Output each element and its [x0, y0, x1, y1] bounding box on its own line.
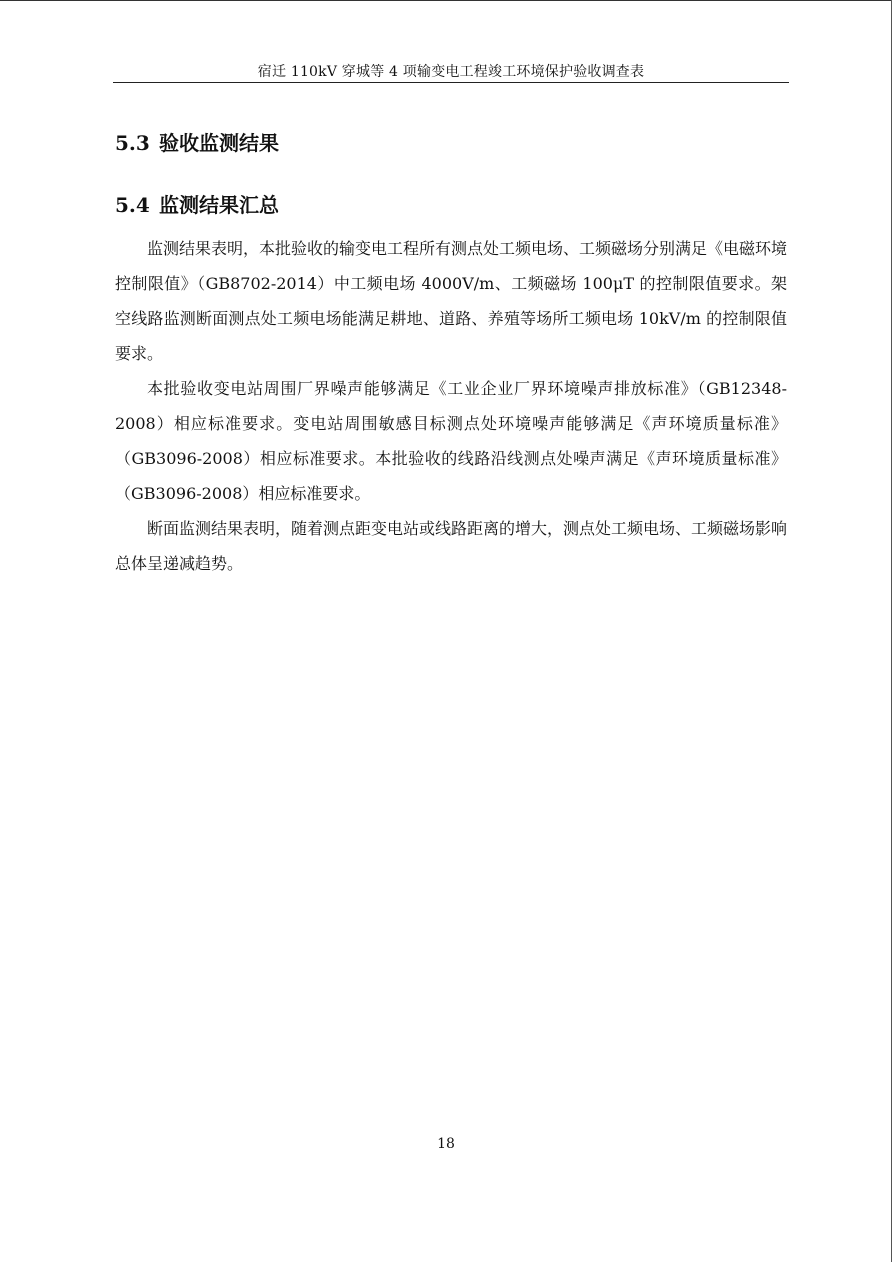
page-number: 18	[437, 1136, 455, 1152]
paragraph-profile-results: 断面监测结果表明，随着测点距变电站或线路距离的增大，测点处工频电场、工频磁场影响总体呈递减趋势。	[115, 519, 788, 573]
header-rule	[113, 82, 789, 83]
section-heading-5-4	[115, 191, 279, 219]
running-header: 宿迁 110kV 穿城等 4 项输变电工程竣工环境保护验收调查表	[257, 64, 645, 80]
section-number: 5.3	[115, 131, 150, 155]
page-top-border	[0, 0, 892, 1]
section-title: 验收监测结果	[159, 131, 279, 155]
section-heading-5-3	[115, 129, 279, 157]
section-number: 5.4	[115, 193, 150, 217]
paragraph-noise-results: 本批验收变电站周围厂界噪声能够满足《工业企业厂界环境噪声排放标准》（GB12348-2008）相应标准要求。变电站周围敏感目标测点处环境噪声能够满足《声环境质量标准》（GB3096-2008）相应标准要求。本批验收的线路沿线测点处噪声满足《声环境质量标准》（GB3096-2008）相应标准要求。	[115, 379, 787, 503]
paragraph-emf-results: 监测结果表明，本批验收的输变电工程所有测点处工频电场、工频磁场分别满足《电磁环境控制限值》（GB8702-2014）中工频电场 4000V/m、工频磁场 100μT 的控制限值要求。架空线路监测断面测点处工频电场能满足耕地、道路、养殖等场所工频电场 10kV/m 的控制限值要求。	[115, 239, 788, 363]
section-title: 监测结果汇总	[159, 193, 279, 217]
section-body	[115, 231, 787, 581]
